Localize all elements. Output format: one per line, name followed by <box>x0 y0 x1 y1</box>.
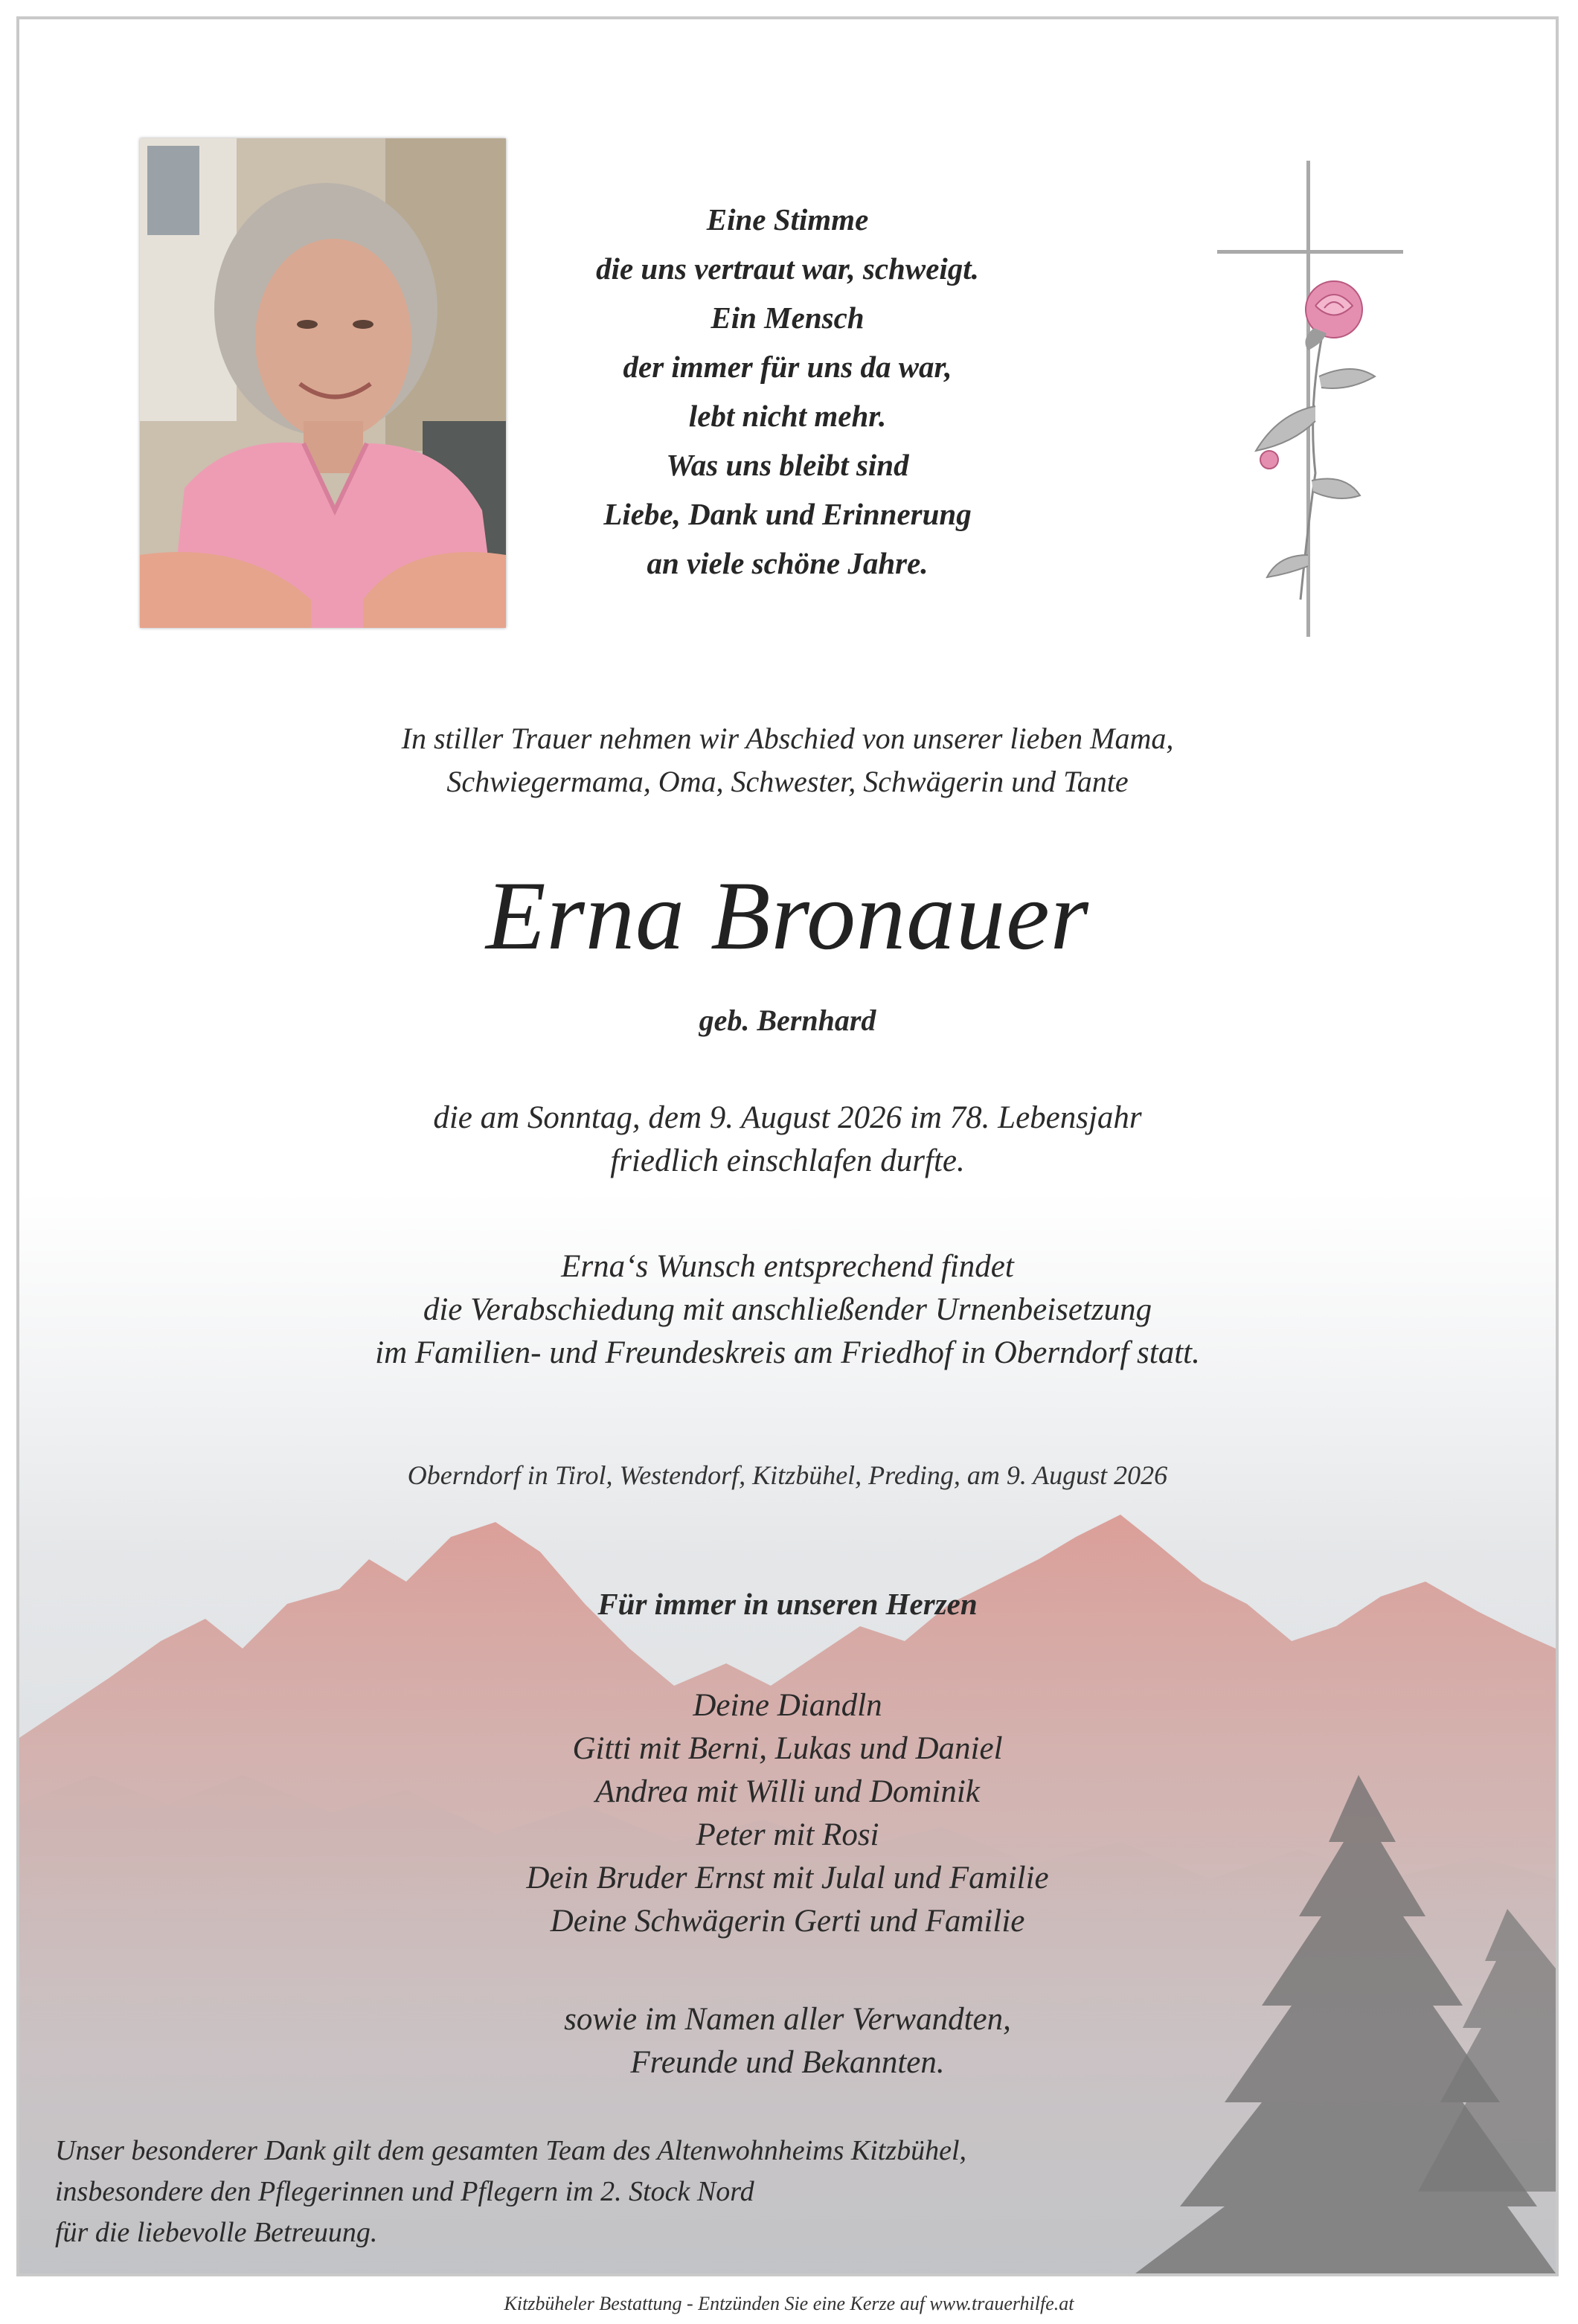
deceased-name: Erna Bronauer <box>485 861 1090 970</box>
poem-line: der immer für uns da war, <box>623 350 952 384</box>
poem-line: die uns vertraut war, schweigt. <box>596 251 979 286</box>
poem-line: Was uns bleibt sind <box>666 448 909 482</box>
on-behalf-text <box>19 1998 1556 2084</box>
mourner-line: Dein Bruder Ernst mit Julal und Familie <box>526 1861 1049 1896</box>
service-notice <box>19 1245 1556 1375</box>
mourner-line: Deine Schwägerin Gerti und Familie <box>550 1904 1025 1939</box>
place-and-date: Oberndorf in Tirol, Westendorf, Kitzbühel, Preding, am 9. August 2026 <box>407 1460 1168 1490</box>
intro-line: In stiller Trauer nehmen wir Abschied von unserer lieben Mama, <box>401 722 1174 755</box>
thanks-line: Unser besonderer Dank gilt dem gesamten Team des Altenwohnheims Kitzbühel, <box>55 2135 967 2166</box>
intro-line: Schwiegermama, Oma, Schwester, Schwägerin und Tante <box>446 765 1129 798</box>
service-notice-line: die Verabschiedung mit anschließender Urnenbeisetzung <box>423 1292 1152 1327</box>
poem-line: an viele schöne Jahre. <box>647 546 928 580</box>
mourner-line: Andrea mit Willi und Dominik <box>595 1774 980 1809</box>
mourner-line: Deine Diandln <box>693 1688 882 1723</box>
service-notice-line: Erna‘s Wunsch entsprechend findet <box>561 1249 1014 1284</box>
thanks-line: insbesondere den Pflegerinnen und Pflegern im 2. Stock Nord <box>55 2176 754 2207</box>
poem-line: lebt nicht mehr. <box>688 399 887 433</box>
maiden-name: geb. Bernhard <box>699 1004 876 1037</box>
poem-line: Ein Mensch <box>711 301 865 335</box>
intro-text <box>19 717 1556 803</box>
poem <box>19 195 1556 588</box>
death-notice-line: friedlich einschlafen durfte. <box>610 1143 965 1178</box>
thanks-note <box>55 2131 1171 2253</box>
poem-line: Liebe, Dank und Erinnerung <box>603 497 972 531</box>
footer-credit: Kitzbüheler Bestattung - Entzünden Sie eine Kerze auf www.trauerhilfe.at <box>504 2293 1074 2314</box>
obituary-frame <box>16 16 1559 2276</box>
service-notice-line: im Familien- und Freundeskreis am Friedhof in Oberndorf statt. <box>375 1335 1200 1370</box>
thanks-line: für die liebevolle Betreuung. <box>55 2217 378 2248</box>
on-behalf-line: sowie im Namen aller Verwandten, <box>564 2002 1011 2037</box>
forever-heading: Für immer in unseren Herzen <box>597 1587 978 1621</box>
on-behalf-line: Freunde und Bekannten. <box>630 2045 945 2080</box>
death-notice-line: die am Sonntag, dem 9. August 2026 im 78. Lebensjahr <box>433 1100 1142 1135</box>
mourner-line: Gitti mit Berni, Lukas und Daniel <box>572 1731 1003 1766</box>
mourners-list <box>19 1684 1556 1943</box>
poem-line: Eine Stimme <box>706 202 869 237</box>
mourner-line: Peter mit Rosi <box>696 1817 879 1852</box>
death-notice <box>19 1097 1556 1183</box>
